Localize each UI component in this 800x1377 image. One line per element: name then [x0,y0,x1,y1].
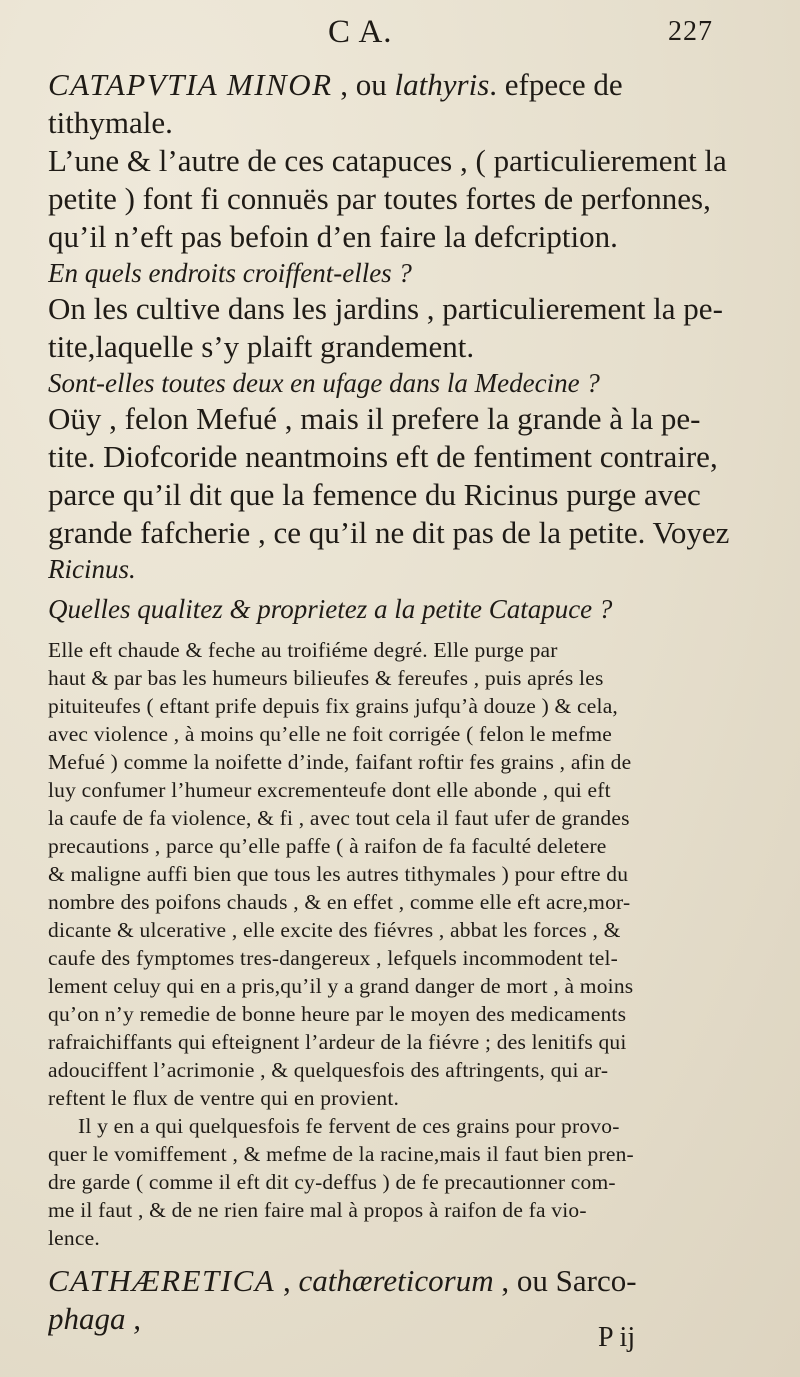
signature-mark: P ij [598,1322,636,1353]
question-heading: Sont-elles toutes deux en ufage dans la Medecine ? [48,368,600,398]
text-line: Il y en a qui quelquesfois fe fervent de ces grains pour provo- [78,1114,620,1138]
entry-heading-cathaeretica: CATHÆRETICA , cathæreticorum , ou Sarco- [48,1263,637,1298]
text-line: rafraichiffants qui efteignent l’ardeur de la fiévre ; des lenitifs qui [48,1030,627,1054]
text-line: Oüy , felon Mefué , mais il prefere la grande à la pe- [48,401,701,436]
text-line: qu’on n’y remedie de bonne heure par le moyen des medicaments [48,1002,627,1026]
entry-heading-line-2: tithymale. [48,105,173,140]
text-line: adouciffent l’acrimonie , & quelquesfois des aftringents, qui ar- [48,1058,609,1082]
text-line: & maligne auffi bien que tous les autres tithymales ) pour eftre du [48,862,629,886]
cross-reference: Ricinus. [48,554,136,584]
text-line: caufe des fymptomes tres-dangereux , lefquels incommodent tel- [48,946,619,970]
entry-heading-line-2: phaga , [48,1301,141,1336]
text-line: dre garde ( comme il eft dit cy-deffus ) de fe precautionner com- [48,1170,616,1194]
text-line: On les cultive dans les jardins , particulierement la pe- [48,291,723,326]
text-line: quer le vomiffement , & mefme de la racine,mais il faut bien pren- [48,1142,634,1166]
text-line: la caufe de fa violence, & fi , avec tout cela il faut ufer de grandes [48,806,630,830]
text-line: pituiteufes ( eftant prife depuis fix grains jufqu’à douze ) & cela, [48,694,619,718]
text-line: Elle eft chaude & feche au troifiéme degré. Elle purge par [48,638,558,662]
entry-heading-catapvtia: CATAPVTIA MINOR , ou lathyris. efpece de [48,67,623,102]
page-number: 227 [668,16,713,47]
text-line: precautions , parce qu’elle paffe ( à raifon de fa faculté deletere [48,834,607,858]
running-head-letters: C A. [328,14,393,50]
text-line: nombre des poifons chauds , & en effet , comme elle eft acre,mor- [48,890,631,914]
text-line: Mefué ) comme la noifette d’inde, faifant roftir fes grains , afin de [48,750,632,774]
headword: CATHÆRETICA [48,1263,276,1298]
text-line: haut & par bas les humeurs bilieufes & fereufes , puis aprés les [48,666,604,690]
running-head [0,14,800,54]
text-line: lence. [48,1226,100,1250]
text-line: lement celuy qui en a pris,qu’il y a grand danger de mort , à moins [48,974,634,998]
headword: CATAPVTIA MINOR [48,67,333,102]
text-line: petite ) font fi connuës par toutes fortes de perfonnes, [48,181,711,216]
text-line: reftent le flux de ventre qui en provient. [48,1086,400,1110]
question-heading: Quelles qualitez & proprietez a la petite Catapuce ? [48,594,613,624]
text-line: me il faut , & de ne rien faire mal à propos à raifon de fa vio- [48,1198,587,1222]
text-line: luy confumer l’humeur excrementeufe dont elle abonde , qui eft [48,778,611,802]
question-heading: En quels endroits croiffent-elles ? [48,258,412,288]
text-line: tite. Diofcoride neantmoins eft de fentiment contraire, [48,439,718,474]
text-line: avec violence , à moins qu’elle ne foit corrigée ( felon le mefme [48,722,612,746]
text-line: grande fafcherie , ce qu’il ne dit pas de la petite. Voyez [48,515,730,550]
text-line: dicante & ulcerative , elle excite des fiévres , abbat les forces , & [48,918,621,942]
text-line: L’une & l’autre de ces catapuces , ( particulierement la [48,143,727,178]
text-line: qu’il n’eft pas befoin d’en faire la defcription. [48,219,618,254]
text-line: parce qu’il dit que la femence du Ricinus purge avec [48,477,701,512]
text-line: tite,laquelle s’y plaift grandement. [48,329,475,364]
